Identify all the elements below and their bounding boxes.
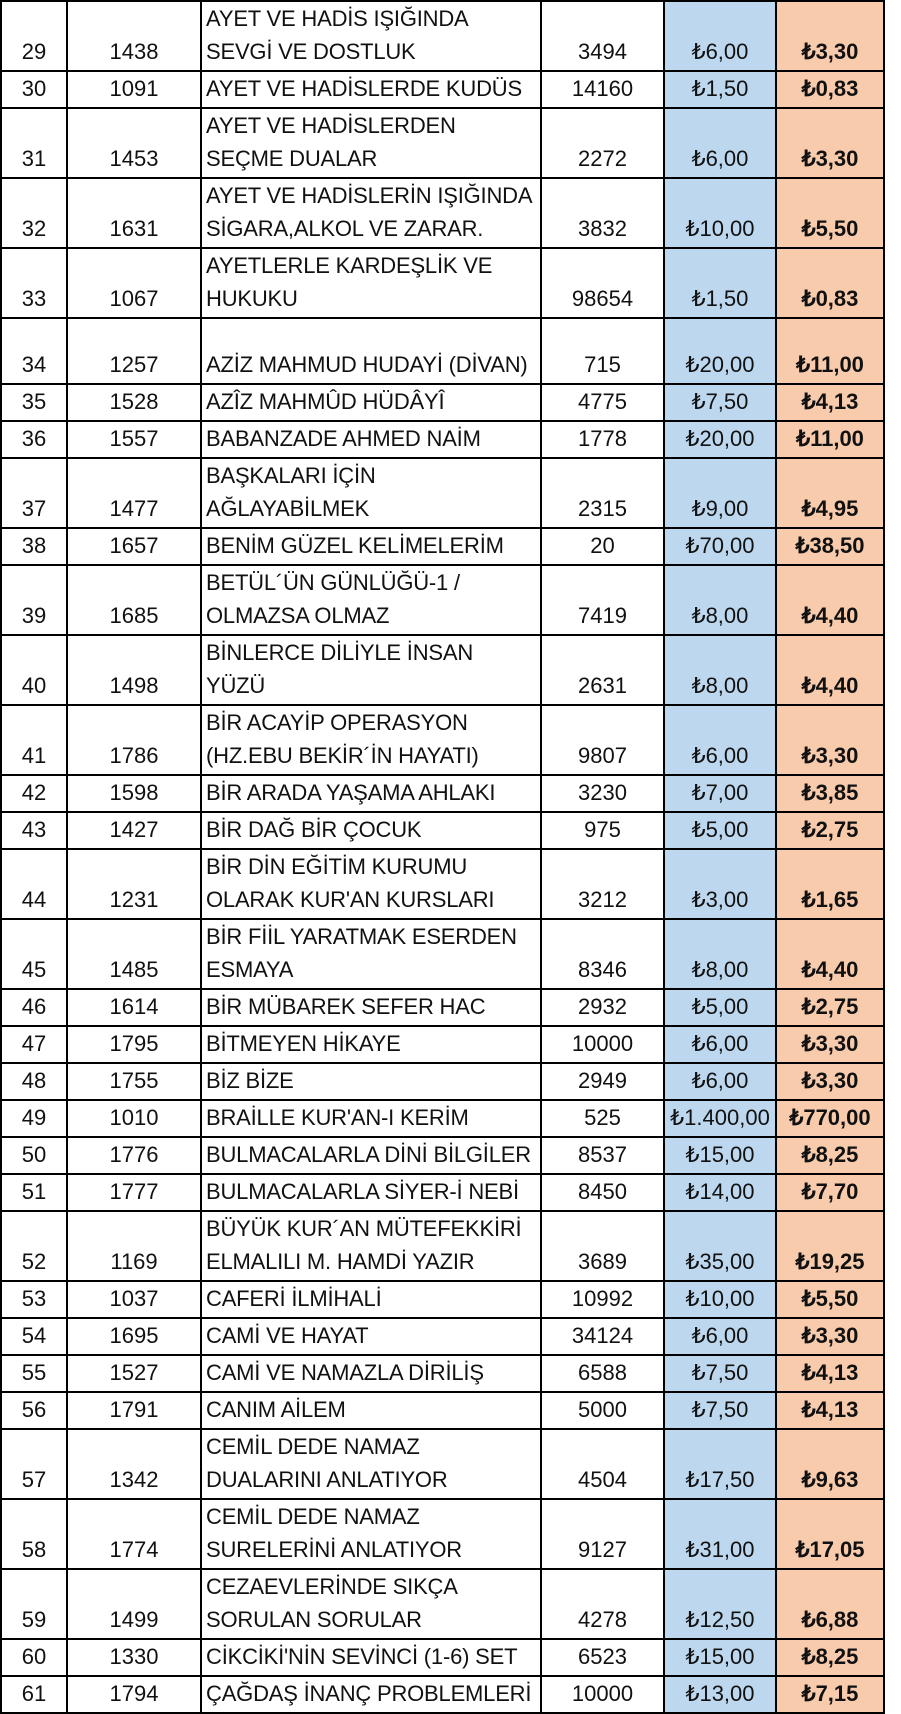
product-code-cell: 1755 (67, 1063, 201, 1100)
table-row (1, 458, 884, 528)
stock-quantity-cell: 8537 (541, 1137, 664, 1174)
stock-quantity-cell: 3212 (541, 849, 664, 919)
table-row (1, 1639, 884, 1676)
row-number-cell: 48 (1, 1063, 67, 1100)
stock-quantity-cell: 9127 (541, 1499, 664, 1569)
discounted-price-cell: ₺38,50 (776, 528, 884, 565)
product-code-cell: 1169 (67, 1211, 201, 1281)
discounted-price-cell: ₺2,75 (776, 812, 884, 849)
product-code-cell: 1791 (67, 1392, 201, 1429)
book-title-cell: AYET VE HADİSLERİN IŞIĞINDA SİGARA,ALKOL VE ZARAR. (201, 178, 541, 248)
book-title-cell: AYET VE HADİSLERDEN SEÇME DUALAR (201, 108, 541, 178)
stock-quantity-cell: 4775 (541, 384, 664, 421)
list-price-cell: ₺7,00 (664, 775, 776, 812)
list-price-cell: ₺14,00 (664, 1174, 776, 1211)
list-price-cell: ₺1.400,00 (664, 1100, 776, 1137)
discounted-price-cell: ₺8,25 (776, 1137, 884, 1174)
list-price-cell: ₺10,00 (664, 178, 776, 248)
list-price-cell: ₺31,00 (664, 1499, 776, 1569)
discounted-price-cell: ₺4,13 (776, 384, 884, 421)
row-number-cell: 57 (1, 1429, 67, 1499)
product-code-cell: 1091 (67, 71, 201, 108)
row-number-cell: 44 (1, 849, 67, 919)
row-number-cell: 47 (1, 1026, 67, 1063)
table-row (1, 1137, 884, 1174)
book-title-cell: AZİZ MAHMUD HUDAYİ (DİVAN) (201, 318, 541, 384)
book-title-cell: CİKCİKİ'NİN SEVİNCİ (1-6) SET (201, 1639, 541, 1676)
discounted-price-cell: ₺6,88 (776, 1569, 884, 1639)
table-row (1, 421, 884, 458)
table-row (1, 1318, 884, 1355)
table-row (1, 1429, 884, 1499)
product-code-cell: 1614 (67, 989, 201, 1026)
discounted-price-cell: ₺3,30 (776, 108, 884, 178)
book-title-cell: BİR FİİL YARATMAK ESERDEN ESMAYA (201, 919, 541, 989)
list-price-cell: ₺6,00 (664, 108, 776, 178)
book-title-cell: AYET VE HADİSLERDE KUDÜS (201, 71, 541, 108)
row-number-cell: 46 (1, 989, 67, 1026)
discounted-price-cell: ₺3,30 (776, 1026, 884, 1063)
row-number-cell: 31 (1, 108, 67, 178)
stock-quantity-cell: 8450 (541, 1174, 664, 1211)
book-title-cell: BRAİLLE KUR'AN-I KERİM (201, 1100, 541, 1137)
stock-quantity-cell: 3230 (541, 775, 664, 812)
stock-quantity-cell: 3689 (541, 1211, 664, 1281)
discounted-price-cell: ₺4,13 (776, 1392, 884, 1429)
list-price-cell: ₺8,00 (664, 919, 776, 989)
stock-quantity-cell: 10000 (541, 1676, 664, 1713)
book-title-cell: BENİM GÜZEL KELİMELERİM (201, 528, 541, 565)
row-number-cell: 43 (1, 812, 67, 849)
discounted-price-cell: ₺4,40 (776, 919, 884, 989)
table-row (1, 1211, 884, 1281)
product-code-cell: 1330 (67, 1639, 201, 1676)
row-number-cell: 38 (1, 528, 67, 565)
stock-quantity-cell: 34124 (541, 1318, 664, 1355)
product-code-cell: 1499 (67, 1569, 201, 1639)
table-row (1, 1392, 884, 1429)
table-row (1, 1063, 884, 1100)
row-number-cell: 59 (1, 1569, 67, 1639)
stock-quantity-cell: 8346 (541, 919, 664, 989)
table-row (1, 1499, 884, 1569)
book-title-cell: BİNLERCE DİLİYLE İNSAN YÜZÜ (201, 635, 541, 705)
row-number-cell: 29 (1, 1, 67, 71)
product-code-cell: 1557 (67, 421, 201, 458)
discounted-price-cell: ₺3,30 (776, 1, 884, 71)
row-number-cell: 41 (1, 705, 67, 775)
row-number-cell: 51 (1, 1174, 67, 1211)
row-number-cell: 50 (1, 1137, 67, 1174)
book-title-cell: BİR ACAYİP OPERASYON (HZ.EBU BEKİR´İN HAYATI) (201, 705, 541, 775)
discounted-price-cell: ₺4,95 (776, 458, 884, 528)
row-number-cell: 42 (1, 775, 67, 812)
discounted-price-cell: ₺0,83 (776, 71, 884, 108)
stock-quantity-cell: 9807 (541, 705, 664, 775)
table-row (1, 775, 884, 812)
row-number-cell: 32 (1, 178, 67, 248)
list-price-cell: ₺17,50 (664, 1429, 776, 1499)
stock-quantity-cell: 6588 (541, 1355, 664, 1392)
table-row (1, 989, 884, 1026)
list-price-cell: ₺5,00 (664, 989, 776, 1026)
stock-quantity-cell: 10992 (541, 1281, 664, 1318)
discounted-price-cell: ₺8,25 (776, 1639, 884, 1676)
table-row (1, 919, 884, 989)
list-price-cell: ₺1,50 (664, 71, 776, 108)
discounted-price-cell: ₺2,75 (776, 989, 884, 1026)
list-price-cell: ₺3,00 (664, 849, 776, 919)
stock-quantity-cell: 1778 (541, 421, 664, 458)
stock-quantity-cell: 2631 (541, 635, 664, 705)
discounted-price-cell: ₺3,30 (776, 1318, 884, 1355)
product-code-cell: 1427 (67, 812, 201, 849)
product-code-cell: 1777 (67, 1174, 201, 1211)
book-title-cell: BİTMEYEN HİKAYE (201, 1026, 541, 1063)
row-number-cell: 40 (1, 635, 67, 705)
row-number-cell: 54 (1, 1318, 67, 1355)
product-code-cell: 1657 (67, 528, 201, 565)
book-title-cell: AYETLERLE KARDEŞLİK VE HUKUKU (201, 248, 541, 318)
list-price-cell: ₺9,00 (664, 458, 776, 528)
book-title-cell: BETÜL´ÜN GÜNLÜĞÜ-1 / OLMAZSA OLMAZ (201, 565, 541, 635)
product-code-cell: 1528 (67, 384, 201, 421)
book-title-cell: CANIM AİLEM (201, 1392, 541, 1429)
book-title-cell: BABANZADE AHMED NAİM (201, 421, 541, 458)
row-number-cell: 49 (1, 1100, 67, 1137)
product-code-cell: 1037 (67, 1281, 201, 1318)
table-row (1, 384, 884, 421)
stock-quantity-cell: 2932 (541, 989, 664, 1026)
list-price-cell: ₺7,50 (664, 1355, 776, 1392)
table-row (1, 248, 884, 318)
discounted-price-cell: ₺770,00 (776, 1100, 884, 1137)
stock-quantity-cell: 98654 (541, 248, 664, 318)
product-code-cell: 1598 (67, 775, 201, 812)
stock-quantity-cell: 7419 (541, 565, 664, 635)
row-number-cell: 61 (1, 1676, 67, 1713)
product-code-cell: 1438 (67, 1, 201, 71)
stock-quantity-cell: 6523 (541, 1639, 664, 1676)
row-number-cell: 56 (1, 1392, 67, 1429)
list-price-cell: ₺13,00 (664, 1676, 776, 1713)
table-row (1, 71, 884, 108)
list-price-cell: ₺12,50 (664, 1569, 776, 1639)
stock-quantity-cell: 2315 (541, 458, 664, 528)
list-price-cell: ₺7,50 (664, 1392, 776, 1429)
row-number-cell: 39 (1, 565, 67, 635)
product-code-cell: 1695 (67, 1318, 201, 1355)
table-row (1, 178, 884, 248)
book-title-cell: CAMİ VE HAYAT (201, 1318, 541, 1355)
discounted-price-cell: ₺17,05 (776, 1499, 884, 1569)
product-code-cell: 1067 (67, 248, 201, 318)
product-code-cell: 1685 (67, 565, 201, 635)
book-title-cell: AZÎZ MAHMÛD HÜDÂYÎ (201, 384, 541, 421)
discounted-price-cell: ₺4,13 (776, 1355, 884, 1392)
book-title-cell: CEZAEVLERİNDE SIKÇA SORULAN SORULAR (201, 1569, 541, 1639)
stock-quantity-cell: 3494 (541, 1, 664, 71)
table-row (1, 1569, 884, 1639)
discounted-price-cell: ₺5,50 (776, 178, 884, 248)
list-price-cell: ₺8,00 (664, 565, 776, 635)
row-number-cell: 33 (1, 248, 67, 318)
discounted-price-cell: ₺19,25 (776, 1211, 884, 1281)
stock-quantity-cell: 4278 (541, 1569, 664, 1639)
list-price-cell: ₺10,00 (664, 1281, 776, 1318)
table-row (1, 705, 884, 775)
row-number-cell: 34 (1, 318, 67, 384)
stock-quantity-cell: 525 (541, 1100, 664, 1137)
discounted-price-cell: ₺3,30 (776, 1063, 884, 1100)
product-code-cell: 1774 (67, 1499, 201, 1569)
row-number-cell: 37 (1, 458, 67, 528)
product-code-cell: 1342 (67, 1429, 201, 1499)
table-row (1, 812, 884, 849)
book-title-cell: CEMİL DEDE NAMAZ DUALARINI ANLATIYOR (201, 1429, 541, 1499)
discounted-price-cell: ₺4,40 (776, 635, 884, 705)
stock-quantity-cell: 5000 (541, 1392, 664, 1429)
book-title-cell: BİZ BİZE (201, 1063, 541, 1100)
table-row (1, 1100, 884, 1137)
list-price-cell: ₺8,00 (664, 635, 776, 705)
book-title-cell: CAFERİ İLMİHALİ (201, 1281, 541, 1318)
table-row (1, 1676, 884, 1713)
row-number-cell: 53 (1, 1281, 67, 1318)
product-code-cell: 1786 (67, 705, 201, 775)
row-number-cell: 45 (1, 919, 67, 989)
stock-quantity-cell: 10000 (541, 1026, 664, 1063)
table-body (1, 1, 884, 1713)
table-row (1, 565, 884, 635)
discounted-price-cell: ₺3,30 (776, 705, 884, 775)
list-price-cell: ₺15,00 (664, 1639, 776, 1676)
product-code-cell: 1010 (67, 1100, 201, 1137)
list-price-cell: ₺70,00 (664, 528, 776, 565)
list-price-cell: ₺6,00 (664, 1026, 776, 1063)
list-price-cell: ₺35,00 (664, 1211, 776, 1281)
book-title-cell: ÇAĞDAŞ İNANÇ PROBLEMLERİ (201, 1676, 541, 1713)
stock-quantity-cell: 2272 (541, 108, 664, 178)
stock-quantity-cell: 715 (541, 318, 664, 384)
book-title-cell: CEMİL DEDE NAMAZ SURELERİNİ ANLATIYOR (201, 1499, 541, 1569)
row-number-cell: 36 (1, 421, 67, 458)
product-code-cell: 1794 (67, 1676, 201, 1713)
product-code-cell: 1477 (67, 458, 201, 528)
product-code-cell: 1776 (67, 1137, 201, 1174)
discounted-price-cell: ₺1,65 (776, 849, 884, 919)
stock-quantity-cell: 20 (541, 528, 664, 565)
product-code-cell: 1795 (67, 1026, 201, 1063)
discounted-price-cell: ₺4,40 (776, 565, 884, 635)
table-row (1, 1, 884, 71)
table-row (1, 528, 884, 565)
list-price-cell: ₺1,50 (664, 248, 776, 318)
discounted-price-cell: ₺0,83 (776, 248, 884, 318)
table-row (1, 108, 884, 178)
book-title-cell: AYET VE HADİS IŞIĞINDA SEVGİ VE DOSTLUK (201, 1, 541, 71)
discounted-price-cell: ₺3,85 (776, 775, 884, 812)
product-code-cell: 1257 (67, 318, 201, 384)
list-price-cell: ₺6,00 (664, 705, 776, 775)
list-price-cell: ₺7,50 (664, 384, 776, 421)
table-row (1, 849, 884, 919)
product-code-cell: 1485 (67, 919, 201, 989)
discounted-price-cell: ₺9,63 (776, 1429, 884, 1499)
table-row (1, 1174, 884, 1211)
row-number-cell: 60 (1, 1639, 67, 1676)
book-title-cell: BAŞKALARI İÇİN AĞLAYABİLMEK (201, 458, 541, 528)
book-title-cell: BİR DİN EĞİTİM KURUMU OLARAK KUR'AN KURSLARI (201, 849, 541, 919)
discounted-price-cell: ₺5,50 (776, 1281, 884, 1318)
list-price-cell: ₺6,00 (664, 1, 776, 71)
row-number-cell: 55 (1, 1355, 67, 1392)
row-number-cell: 58 (1, 1499, 67, 1569)
stock-quantity-cell: 4504 (541, 1429, 664, 1499)
list-price-cell: ₺6,00 (664, 1318, 776, 1355)
stock-quantity-cell: 3832 (541, 178, 664, 248)
list-price-cell: ₺6,00 (664, 1063, 776, 1100)
stock-quantity-cell: 2949 (541, 1063, 664, 1100)
discounted-price-cell: ₺7,15 (776, 1676, 884, 1713)
stock-quantity-cell: 975 (541, 812, 664, 849)
discounted-price-cell: ₺11,00 (776, 421, 884, 458)
product-code-cell: 1527 (67, 1355, 201, 1392)
product-code-cell: 1453 (67, 108, 201, 178)
row-number-cell: 30 (1, 71, 67, 108)
stock-quantity-cell: 14160 (541, 71, 664, 108)
row-number-cell: 52 (1, 1211, 67, 1281)
book-title-cell: CAMİ VE NAMAZLA DİRİLİŞ (201, 1355, 541, 1392)
list-price-cell: ₺15,00 (664, 1137, 776, 1174)
table-row (1, 1355, 884, 1392)
book-title-cell: BİR DAĞ BİR ÇOCUK (201, 812, 541, 849)
product-code-cell: 1231 (67, 849, 201, 919)
discounted-price-cell: ₺11,00 (776, 318, 884, 384)
book-title-cell: BULMACALARLA DİNİ BİLGİLER (201, 1137, 541, 1174)
book-title-cell: BİR ARADA YAŞAMA AHLAKI (201, 775, 541, 812)
row-number-cell: 35 (1, 384, 67, 421)
table-row (1, 318, 884, 384)
book-title-cell: BÜYÜK KUR´AN MÜTEFEKKİRİ ELMALILI M. HAMDİ YAZIR (201, 1211, 541, 1281)
list-price-cell: ₺20,00 (664, 318, 776, 384)
list-price-cell: ₺20,00 (664, 421, 776, 458)
book-title-cell: BİR MÜBAREK SEFER HAC (201, 989, 541, 1026)
table-row (1, 635, 884, 705)
discounted-price-cell: ₺7,70 (776, 1174, 884, 1211)
table-row (1, 1281, 884, 1318)
book-title-cell: BULMACALARLA SİYER-İ NEBİ (201, 1174, 541, 1211)
table-row (1, 1026, 884, 1063)
list-price-cell: ₺5,00 (664, 812, 776, 849)
product-code-cell: 1498 (67, 635, 201, 705)
product-code-cell: 1631 (67, 178, 201, 248)
